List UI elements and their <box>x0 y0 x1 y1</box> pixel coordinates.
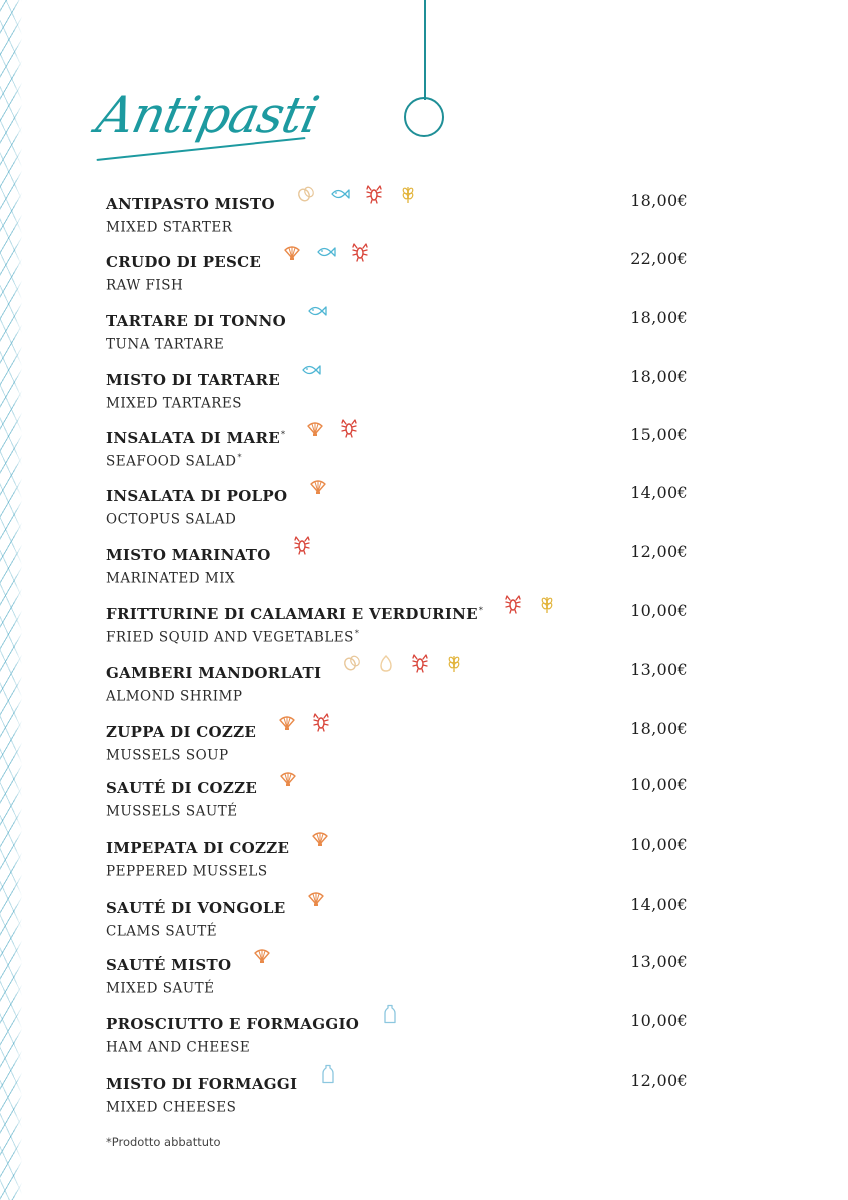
menu-item <box>106 602 688 652</box>
item-name: SAUTÉ DI VONGOLE <box>106 899 286 917</box>
crustacean-icon <box>364 184 384 204</box>
shellfish-icon <box>310 828 330 848</box>
milk-icon <box>318 1064 338 1084</box>
item-price: 12,00€ <box>630 542 688 561</box>
item-name: INSALATA DI POLPO <box>106 487 288 505</box>
pendant-line <box>424 0 426 100</box>
footnote: *Prodotto abbattuto <box>106 1135 221 1149</box>
gluten-icon <box>398 184 418 204</box>
item-price: 14,00€ <box>630 895 688 914</box>
item-translation: RAW FISH <box>106 277 184 294</box>
menu-item <box>106 720 688 770</box>
shellfish-icon <box>278 768 298 788</box>
item-price: 13,00€ <box>630 660 688 679</box>
item-name: GAMBERI MANDORLATI <box>106 664 322 682</box>
item-price: 14,00€ <box>630 483 688 502</box>
menu-item <box>106 368 688 418</box>
gluten-icon <box>444 653 464 673</box>
item-mark: * <box>478 606 484 615</box>
menu-item <box>106 1012 688 1062</box>
item-translation: MIXED SAUTÉ <box>106 980 215 997</box>
gluten-icon <box>537 594 557 614</box>
menu-item <box>106 896 688 946</box>
menu-item <box>106 484 688 534</box>
pendant-ring <box>404 97 444 137</box>
section-title: Antipasti <box>91 86 324 144</box>
fish-icon <box>307 301 327 321</box>
menu-item <box>106 309 688 359</box>
item-price: 18,00€ <box>630 308 688 327</box>
crustacean-icon <box>292 535 312 555</box>
shellfish-icon <box>282 242 302 262</box>
menu-item <box>106 426 688 476</box>
item-price: 13,00€ <box>630 952 688 971</box>
item-translation: MUSSELS SAUTÉ <box>106 803 238 820</box>
item-price: 10,00€ <box>630 775 688 794</box>
item-sub-mark: * <box>354 629 360 638</box>
item-translation: FRIED SQUID AND VEGETABLES* <box>106 629 360 646</box>
shellfish-icon <box>252 945 272 965</box>
nuts-icon <box>296 184 316 204</box>
item-sub-mark: * <box>237 453 243 462</box>
item-price: 10,00€ <box>630 601 688 620</box>
nuts-icon <box>342 653 362 673</box>
item-name: ANTIPASTO MISTO <box>106 195 275 213</box>
menu-item <box>106 192 688 242</box>
item-name: TARTARE DI TONNO <box>106 312 287 330</box>
menu-item <box>106 953 688 1003</box>
crustacean-icon <box>410 653 430 673</box>
menu-item <box>106 250 688 300</box>
item-translation: CLAMS SAUTÉ <box>106 923 218 940</box>
item-name: MISTO DI FORMAGGI <box>106 1075 298 1093</box>
menu-item <box>106 776 688 826</box>
item-translation: MUSSELS SOUP <box>106 747 229 764</box>
crustacean-icon <box>311 712 331 732</box>
item-translation: MARINATED MIX <box>106 570 236 587</box>
item-name: PROSCIUTTO E FORMAGGIO <box>106 1015 360 1033</box>
fish-icon <box>316 242 336 262</box>
item-name: ZUPPA DI COZZE <box>106 723 257 741</box>
item-price: 18,00€ <box>630 191 688 210</box>
menu-item <box>106 543 688 593</box>
menu-item <box>106 1072 688 1122</box>
item-name: INSALATA DI MARE* <box>106 429 286 447</box>
item-name: SAUTÉ MISTO <box>106 956 232 974</box>
item-name: MISTO DI TARTARE <box>106 371 281 389</box>
crustacean-icon <box>339 418 359 438</box>
decorative-border <box>0 0 22 1200</box>
crustacean-icon <box>350 242 370 262</box>
shellfish-icon <box>306 888 326 908</box>
item-translation: TUNA TARTARE <box>106 336 225 353</box>
item-price: 12,00€ <box>630 1071 688 1090</box>
crustacean-icon <box>503 594 523 614</box>
item-translation: MIXED TARTARES <box>106 395 242 412</box>
item-mark: * <box>280 430 286 439</box>
item-translation: OCTOPUS SALAD <box>106 511 237 528</box>
item-price: 18,00€ <box>630 367 688 386</box>
item-translation: MIXED STARTER <box>106 219 233 236</box>
item-translation: SEAFOOD SALAD* <box>106 453 243 470</box>
menu-item <box>106 661 688 711</box>
item-translation: PEPPERED MUSSELS <box>106 863 268 880</box>
menu-item <box>106 836 688 886</box>
fish-icon <box>301 360 321 380</box>
item-price: 22,00€ <box>630 249 688 268</box>
item-name: SAUTÉ DI COZZE <box>106 779 258 797</box>
item-price: 10,00€ <box>630 1011 688 1030</box>
item-price: 10,00€ <box>630 835 688 854</box>
shellfish-icon <box>277 712 297 732</box>
milk-icon <box>380 1004 400 1024</box>
item-name: IMPEPATA DI COZZE <box>106 839 290 857</box>
item-price: 15,00€ <box>630 425 688 444</box>
fish-icon <box>330 184 350 204</box>
item-name: MISTO MARINATO <box>106 546 271 564</box>
egg-icon <box>376 653 396 673</box>
item-name: CRUDO DI PESCE <box>106 253 262 271</box>
item-translation: HAM AND CHEESE <box>106 1039 251 1056</box>
item-translation: MIXED CHEESES <box>106 1099 237 1116</box>
item-translation: ALMOND SHRIMP <box>106 688 243 705</box>
item-name: FRITTURINE DI CALAMARI E VERDURINE* <box>106 605 484 623</box>
shellfish-icon <box>308 476 328 496</box>
shellfish-icon <box>305 418 325 438</box>
item-price: 18,00€ <box>630 719 688 738</box>
